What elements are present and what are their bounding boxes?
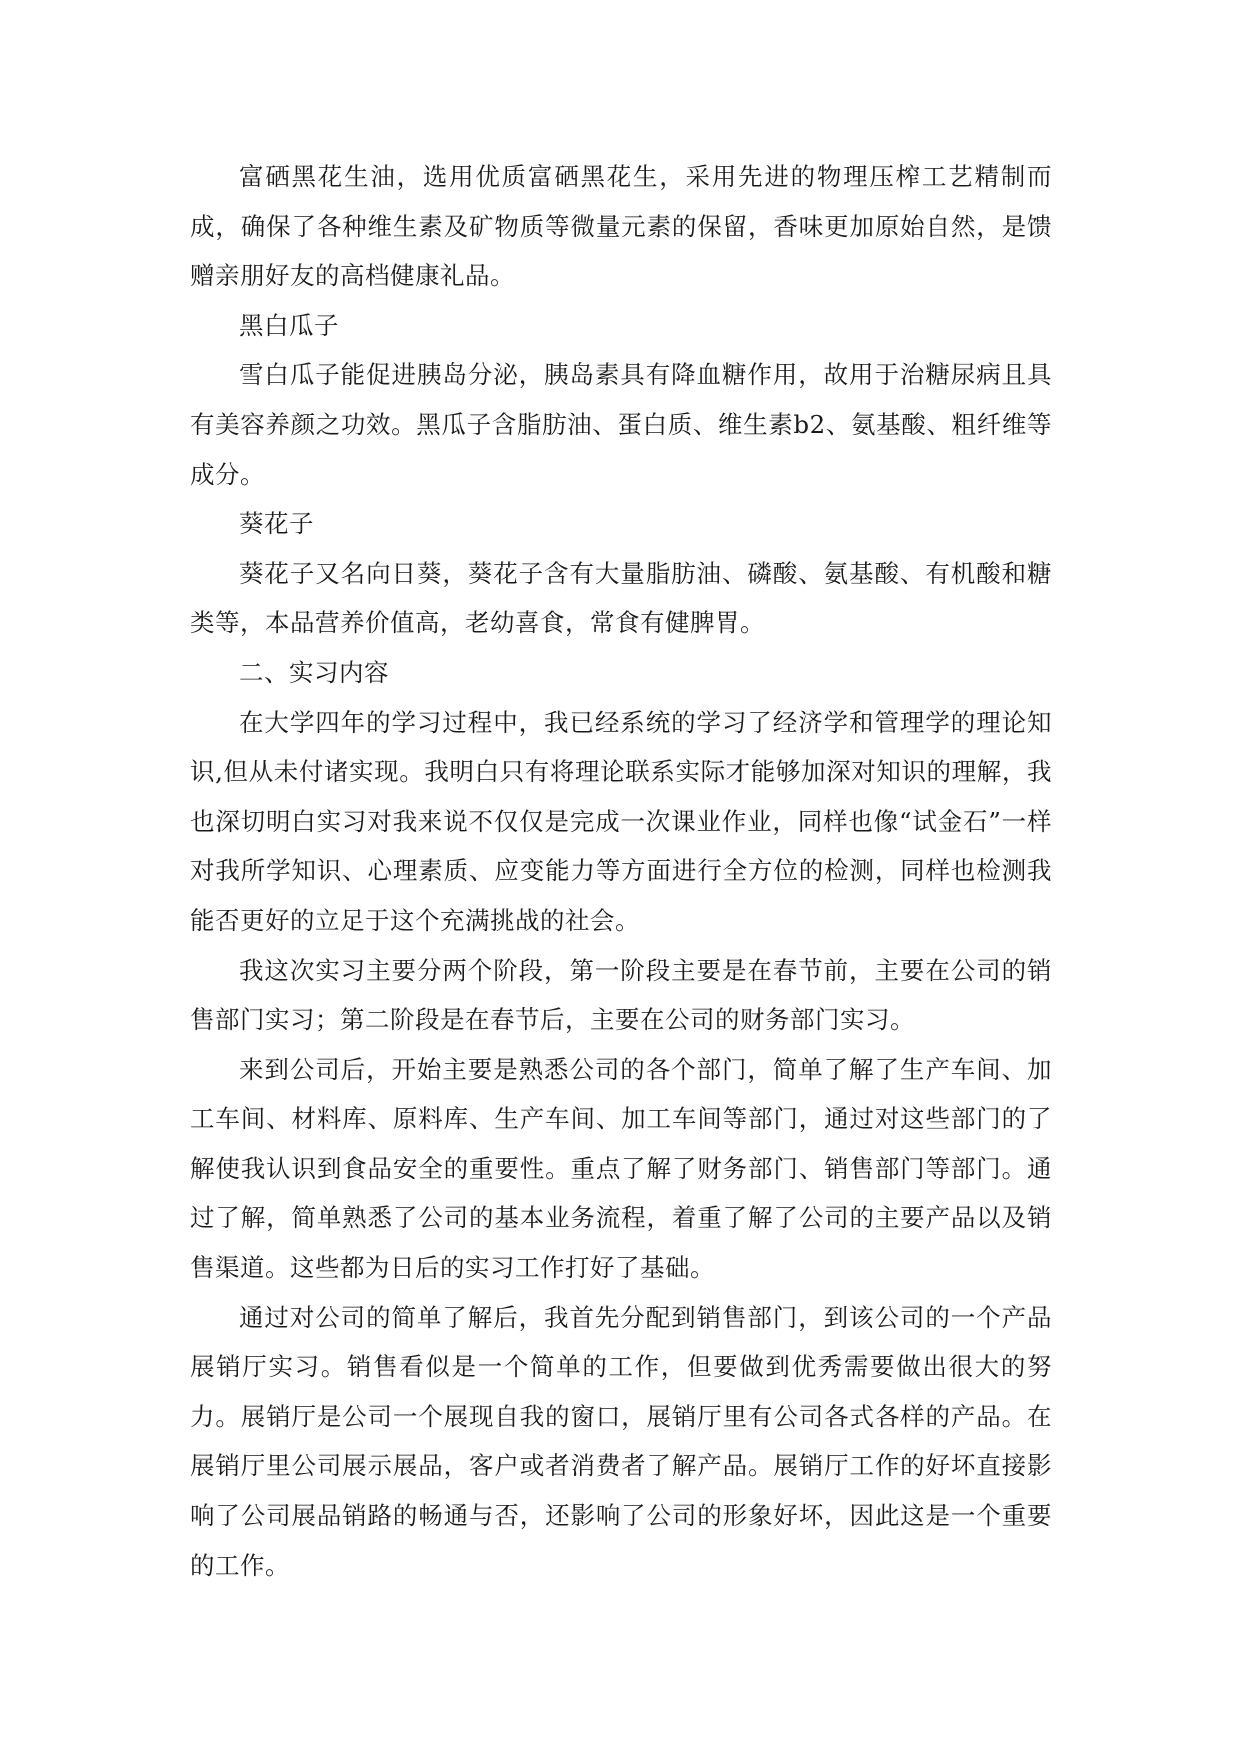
paragraph-company-departments: 来到公司后，开始主要是熟悉公司的各个部门，简单了解了生产车间、加工车间、材料库、原料库、生产车间、加工车间等部门，通过对这些部门的了解使我认识到食品安全的重要性。重点了解了财务部门、销售部门等部门。通过了解，简单熟悉了公司的基本业务流程，着重了解了公司的主要产品以及销售渠道。这些都为日后的实习工作打好了基础。: [190, 1054, 1052, 1283]
section-heading-internship-content: 二、实习内容: [239, 657, 389, 687]
heading-sunflower-seeds: 葵花子: [239, 509, 314, 539]
paragraph-black-peanut-oil: 富硒黑花生油，选用优质富硒黑花生，采用先进的物理压榨工艺精制而成，确保了各种维生素及矿物质等微量元素的保留，香味更加原始自然，是馈赠亲朋好友的高档健康礼品。: [190, 162, 1052, 291]
heading-black-white-seeds: 黑白瓜子: [239, 310, 339, 340]
paragraph-internship-stages: 我这次实习主要分两个阶段，第一阶段主要是在春节前，主要在公司的销售部门实习；第二阶段是在春节后，主要在公司的财务部门实习。: [190, 955, 1052, 1035]
document-body: [190, 152, 1052, 1590]
paragraph-sales-showroom: 通过对公司的简单了解后，我首先分配到销售部门，到该公司的一个产品展销厅实习。销售看似是一个简单的工作，但要做到优秀需要做出很大的努力。展销厅是公司一个展现自我的窗口，展销厅里有公司各式各样的产品。在展销厅里公司展示展品，客户或者消费者了解产品。展销厅工作的好坏直接影响了公司展品销路的畅通与否，还影响了公司的形象好坏，因此这是一个重要的工作。: [190, 1302, 1052, 1580]
paragraph-melon-seeds: 雪白瓜子能促进胰岛分泌，胰岛素具有降血糖作用，故用于治糖尿病且具有美容养颜之功效。黑瓜子含脂肪油、蛋白质、维生素b2、氨基酸、粗纤维等成分。: [190, 360, 1052, 489]
paragraph-university-study: 在大学四年的学习过程中，我已经系统的学习了经济学和管理学的理论知识,但从未付诸实现。我明白只有将理论联系实际才能够加深对知识的理解，我也深切明白实习对我来说不仅仅是完成一次课业作业，同样也像“试金石”一样对我所学知识、心理素质、应变能力等方面进行全方位的检测，同样也检测我能否更好的立足于这个充满挑战的社会。: [190, 707, 1052, 935]
paragraph-sunflower-seeds: 葵花子又名向日葵，葵花子含有大量脂肪油、磷酸、氨基酸、有机酸和糖类等，本品营养价值高，老幼喜食，常食有健脾胃。: [190, 558, 1052, 638]
